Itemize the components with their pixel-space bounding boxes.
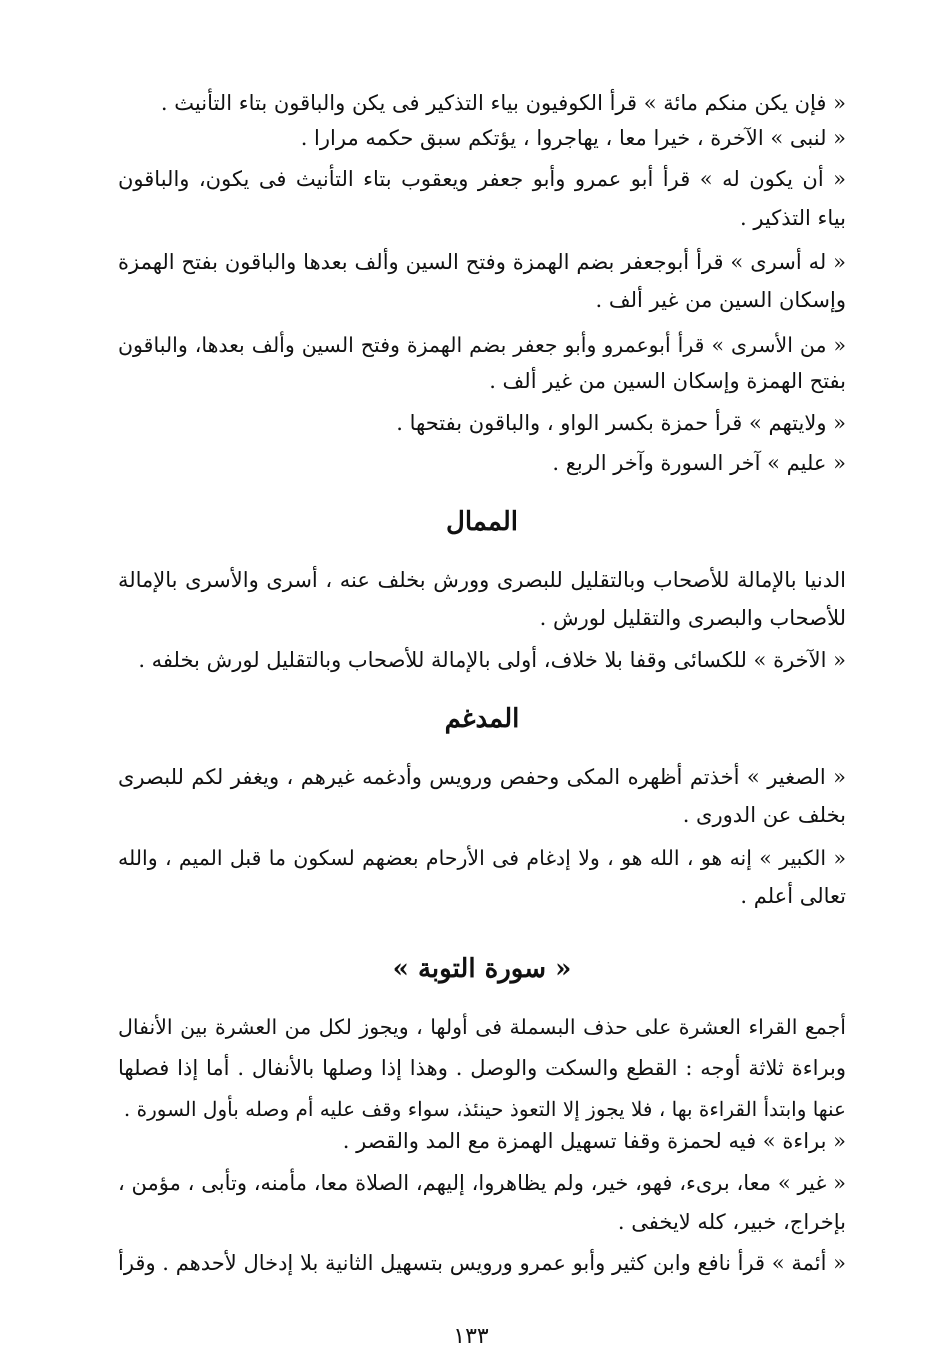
page-number: ١٣٣	[453, 1324, 489, 1349]
text-line: « الكبير » إنه هو ، الله هو ، ولا إدغام فى الأرحام بعضهم لسكون ما قبل الميم ، والله	[118, 846, 846, 870]
text-line: « عليم » آخر السورة وآخر الربع .	[552, 451, 846, 475]
text-line: وإسكان السين من غير ألف .	[595, 288, 846, 312]
text-line: « لنبى » الآخرة ، خيرا معا ، يهاجروا ، يؤتكم سبق حكمه مرارا .	[300, 126, 846, 150]
surah-title: « سورة التوبة »	[392, 954, 572, 984]
text-line: « أئمة » قرأ نافع وابن كثير وأبو عمرو ورويس بتسهيل الثانية بلا إدخال لأحدهم . وقرأ	[118, 1251, 846, 1275]
text-line: « فإن يكن منكم مائة » قرأ الكوفيون بياء التذكير فى يكن والباقون بتاء التأنيث .	[160, 91, 846, 115]
text-line: « براءة » فيه لحمزة وقفا تسهيل الهمزة مع المد والقصر .	[342, 1129, 846, 1153]
section-heading-mudgham: المدغم	[444, 704, 520, 734]
section-heading-mumal: الممال	[445, 507, 519, 537]
text-line: « غير » معا، برىء، فهو، خير، ولم يظاهروا، إليهم، الصلاة معا، مأمنه، وتأبى ، مؤمن ،	[118, 1171, 846, 1195]
text-line: بخلف عن الدورى .	[682, 803, 846, 827]
text-line: « الآخرة » للكسائى وقفا بلا خلاف، أولى بالإمالة للأصحاب وبالتقليل لورش بخلفه .	[138, 648, 846, 672]
text-line: أجمع القراء العشرة على حذف البسملة فى أولها ، ويجوز لكل من العشرة بين الأنفال	[118, 1015, 846, 1039]
text-line: بإخراج، خبير، كله لايخفى .	[617, 1210, 846, 1234]
text-line: عنها وابتدأ القراءة بها ، فلا يجوز إلا التعوذ حينئذ، سواء وقف عليه أم وصله بأول السورة .	[123, 1097, 846, 1121]
text-line: بياء التذكير .	[740, 206, 846, 230]
text-line: « له أسرى » قرأ أبوجعفر بضم الهمزة وفتح السين وألف بعدها والباقون بفتح الهمزة	[118, 250, 846, 274]
text-line: بفتح الهمزة وإسكان السين من غير ألف .	[489, 369, 846, 393]
text-line: « من الأسرى » قرأ أبوعمرو وأبو جعفر بضم الهمزة وفتح السين وألف بعدها، والباقون	[118, 333, 846, 357]
text-line: « أن يكون له » قرأ أبو عمرو وأبو جعفر ويعقوب بتاء التأنيث فى يكون، والباقون	[118, 167, 846, 191]
text-line: وبراءة ثلاثة أوجه : القطع والسكت والوصل . وهذا إذا وصلها بالأنفال . أما إذا فصلها	[118, 1056, 846, 1080]
text-line: « ولايتهم » قرأ حمزة بكسر الواو ، والباقون بفتحها .	[396, 411, 846, 435]
text-line: « الصغير » أخذتم أظهره المكى وحفص ورويس وأدغمه غيرهم ، ويغفر لكم للبصرى	[118, 765, 846, 789]
text-line: الدنيا بالإمالة للأصحاب وبالتقليل للبصرى وورش بخلف عنه ، أسرى والأسرى بالإمالة	[118, 568, 846, 592]
text-line: تعالى أعلم .	[740, 884, 846, 908]
text-line: للأصحاب والبصرى والتقليل لورش .	[539, 606, 846, 630]
